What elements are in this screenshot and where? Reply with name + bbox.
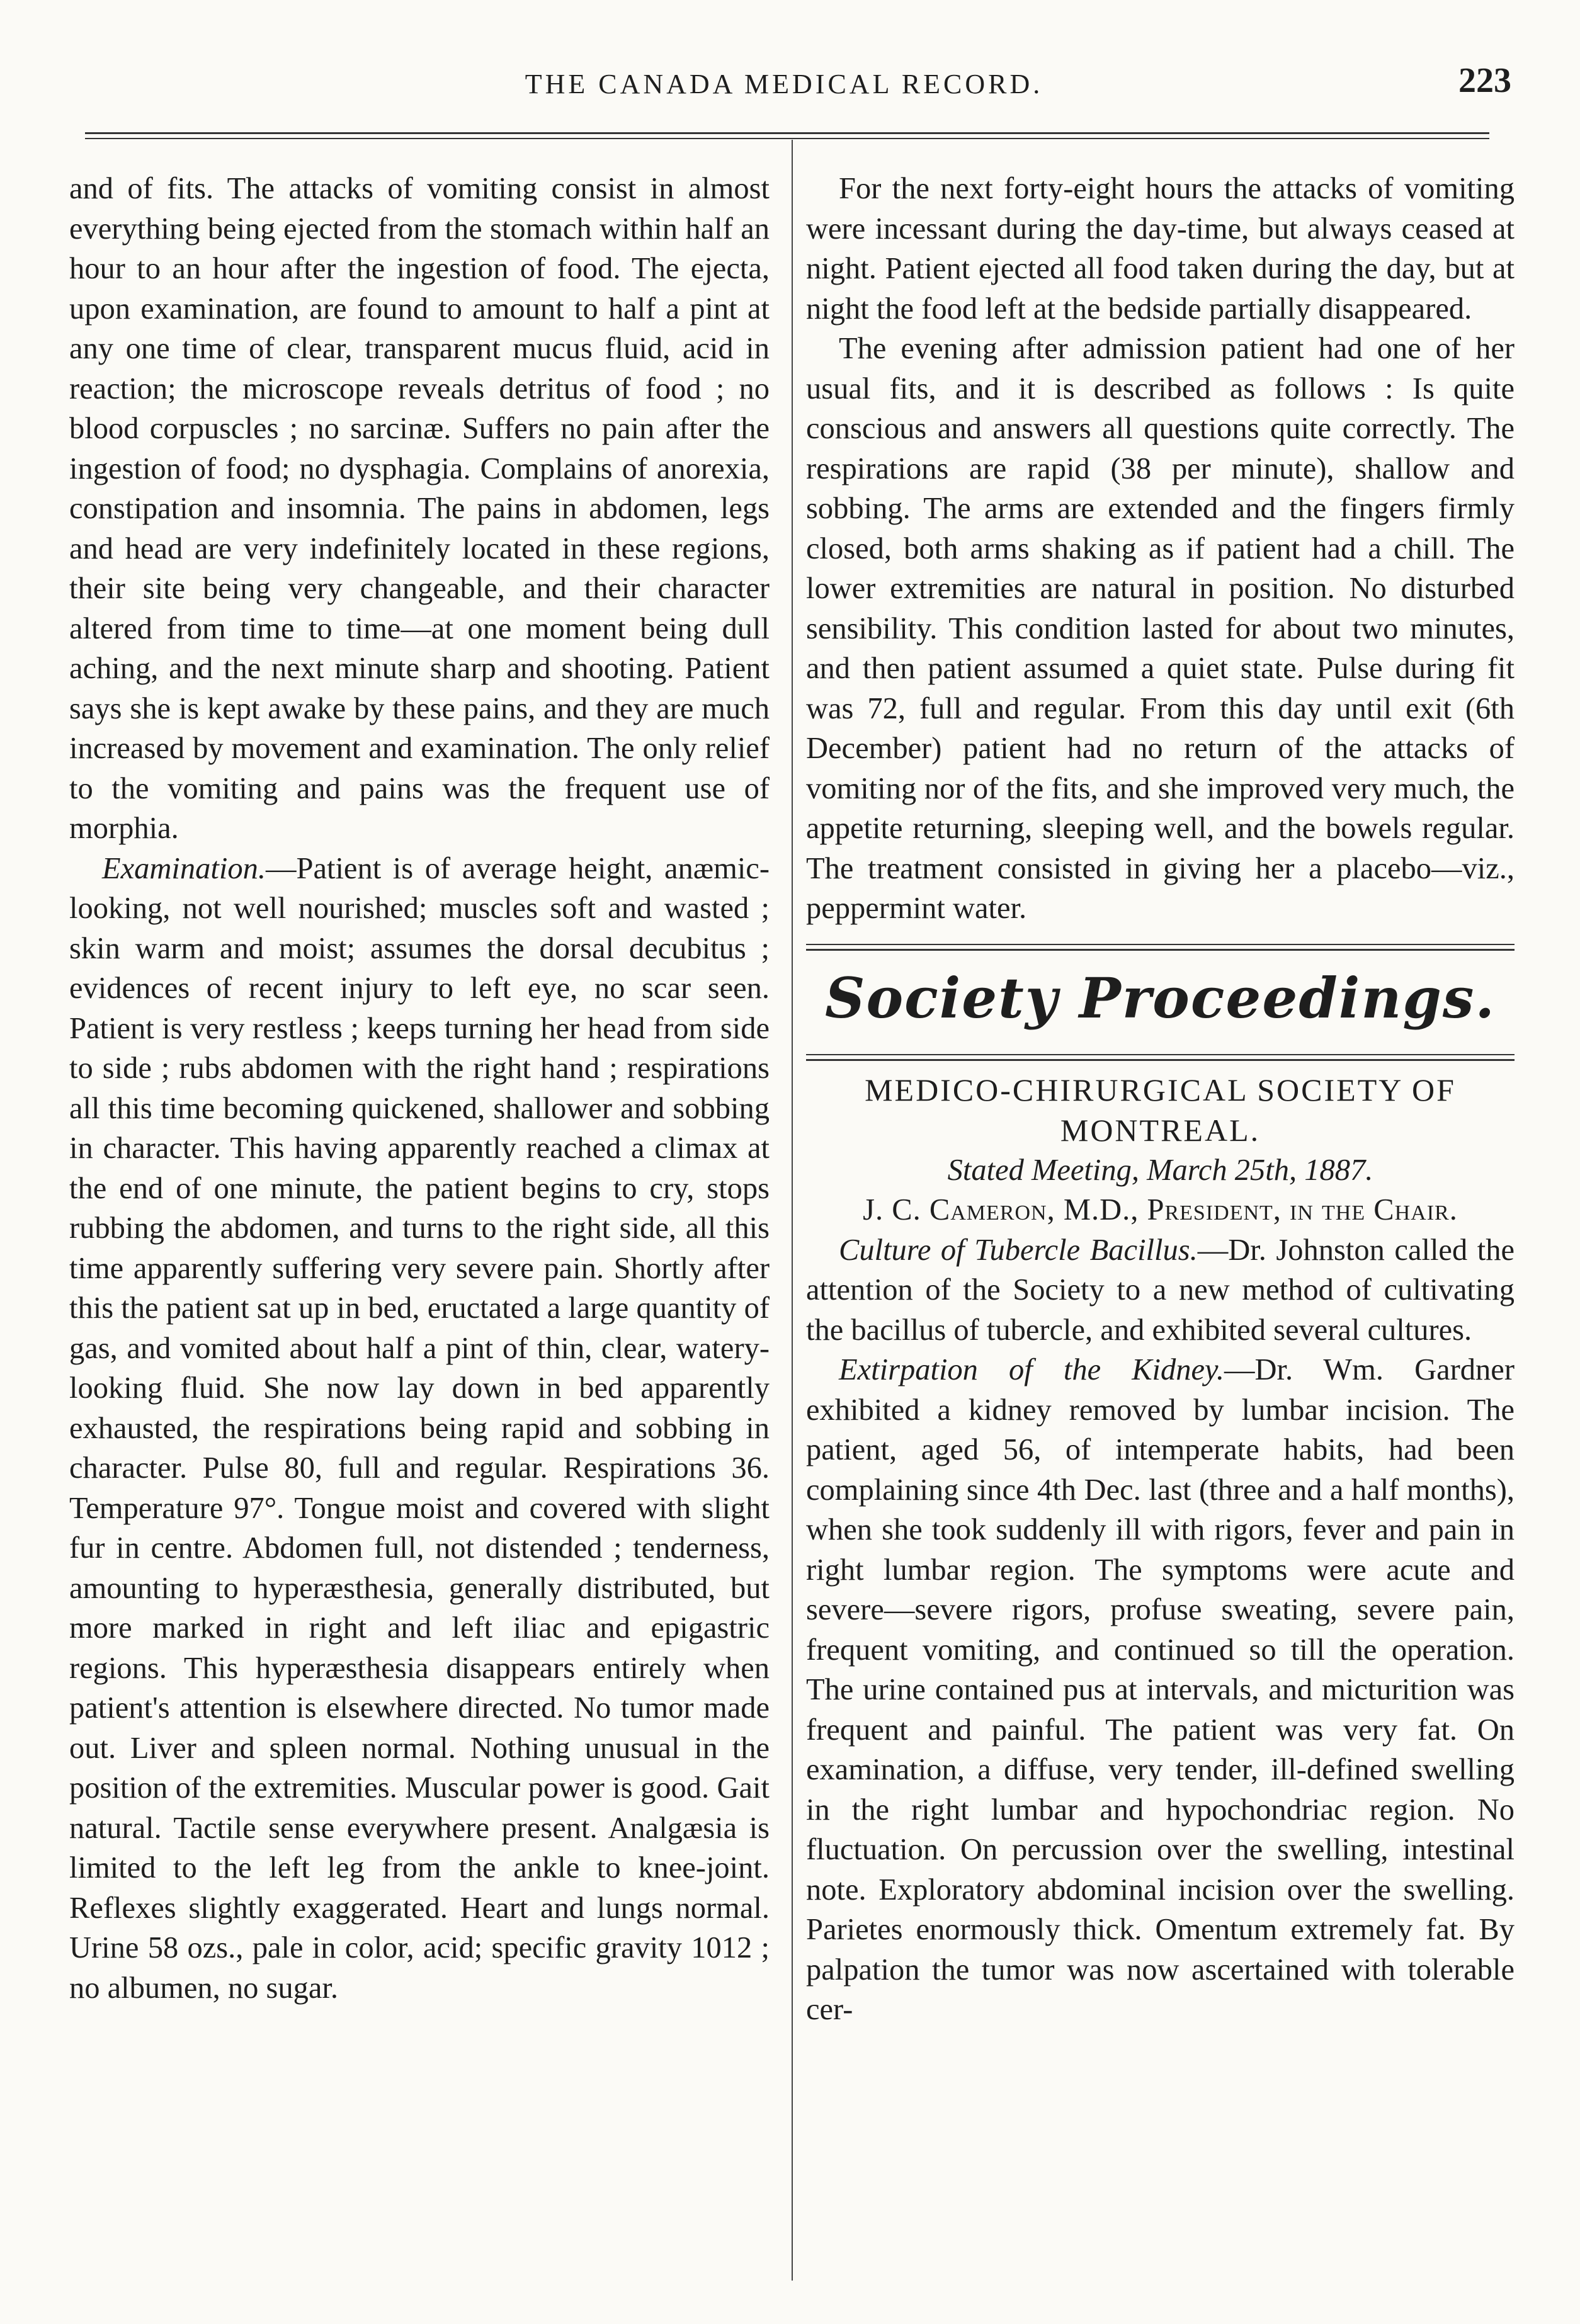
kidney-heading: Extirpation of the Kidney. — [839, 1353, 1225, 1386]
meeting-line: Stated Meeting, March 25th, 1887. — [947, 1153, 1373, 1187]
kidney-text: —Dr. Wm. Gardner exhibited a kidney removed by lumbar incision. The patient, aged 56, of intemperate habits, had been complaining since 4th Dec. last (three and a half months), when she took suddenly ill with rigors, fever and pain in right lumbar region. The symptoms were acute and severe—severe rigors, profuse sweating, severe pain, frequent vomiting, and continued so till the operation. The urine contained pus at intervals, and micturition was frequent and painful. The patient was very fat. On examination, a diffuse, very tender, ill-defined swelling in the right lumbar and hypochondriac region. No fluctuation. On percussion over the swelling, intestinal note. Exploratory abdominal incision over the swelling. Parietes enormously thick. Omentum extremely fat. By palpation the tumor was now ascertained with tolerable cer- — [806, 1353, 1515, 2026]
page-header — [57, 60, 1511, 105]
kidney-paragraph — [806, 1350, 1515, 2030]
page-number: 223 — [1458, 61, 1511, 100]
left-paragraph-1: and of fits. The attacks of vomiting consist in almost everything being ejected from the stomach within half an hour to an hour after the ingestion of food. The ejecta, upon examination, are found to amount to half a pint at any one time of clear, transparent mucus fluid, acid in reaction; the microscope reveals detritus of food ; no blood corpuscles ; no sarcinæ. Suffers no pain after the ingestion of food; no dysphagia. Complains of anorexia, constipation and insomnia. The pains in abdomen, legs and head are very indefinitely located in these regions, their site being very changeable, and their character altered from time to time—at one moment being dull aching, and the next minute sharp and shooting. Patient says she is kept awake by these pains, and they are much increased by movement and examination. The only relief to the vomiting and pains was the frequent use of morphia. — [69, 172, 770, 845]
right-paragraph-1: For the next forty-eight hours the attacks of vomiting were incessant during the day-time, but always ceased at night. Patient ejected all food taken during the day, but at night the food left at the bedside partially disappeared. — [806, 172, 1515, 326]
section-rule-bottom — [806, 1054, 1515, 1061]
header-rule — [85, 132, 1489, 139]
section-rule-top — [806, 944, 1515, 951]
right-paragraph-2: The evening after admission patient had one of her usual fits, and it is described as follows : Is quite conscious and answers all questions quite correctly. The respirations are rapid (38 per minute), shallow and sobbing. The arms are extended and the fingers firmly closed, both arms shaking as if patient had a chill. The lower extremities are natural in position. No disturbed sensibility. This condition lasted for about two minutes, and then patient assumed a quiet state. Pulse during fit was 72, full and regular. From this day until exit (6th December) patient had no return of the attacks of vomiting nor of the fits, and she improved very much, the appetite returning, sleeping well, and the bowels regular. The treatment consisted in giving her a placebo—viz., peppermint water. — [806, 332, 1515, 925]
examination-paragraph — [69, 849, 770, 2009]
section-title: Society Proceedings. — [824, 965, 1496, 1031]
examination-text: —Patient is of average height, anæmic-looking, not well nourished; muscles soft and wasted ; skin warm and moist; assumes the dorsal decubitus ; evidences of recent injury to left eye, no scar seen. Patient is very restless ; keeps turning her head from side to side ; rubs abdomen with the right hand ; respirations all this time becoming quickened, shallower and sobbing in character. This having apparently reached a climax at the end of one minute, the patient begins to cry, stops rubbing the abdomen, and turns to the right side, all this time apparently suffering very severe pain. Shortly after this the patient sat up in bed, eructated a large quantity of gas, and vomited about half a pint of thin, clear, watery-looking fluid. She now lay down in bed apparently exhausted, the respirations being rapid and sobbing in character. Pulse 80, full and regular. Respirations 36. Temperature 97°. Tongue moist and covered with slight fur in centre. Abdomen full, not distended ; tenderness, amounting to hyperæsthesia, generally distributed, but more marked in right and left iliac and epigastric regions. This hyperæsthesia disappears entirely when patient's attention is elsewhere directed. No tumor made out. Liver and spleen normal. Nothing unusual in the position of the extremities. Muscular power is good. Gait natural. Tactile sense everywhere present. Analgæsia is limited to the left leg from the ankle to knee-joint. Reflexes slightly exaggerated. Heart and lungs normal. Urine 58 ozs., pale in color, acid; specific gravity 1012 ; no albumen, no sugar. — [69, 851, 770, 2005]
left-column — [69, 169, 770, 2008]
column-divider — [792, 140, 793, 2281]
chair-line: J. C. Cameron, M.D., President, in the Chair. — [863, 1193, 1458, 1227]
examination-heading: Examination. — [102, 851, 266, 885]
society-name: MEDICO-CHIRURGICAL SOCIETY OF MONTREAL. — [865, 1072, 1456, 1148]
tubercle-paragraph — [806, 1230, 1515, 1351]
tubercle-heading: Culture of Tubercle Bacillus. — [839, 1233, 1198, 1267]
running-title: THE CANADA MEDICAL RECORD. — [525, 69, 1043, 99]
tubercle-text: —Dr. Johnston called the attention of the Society to a new method of cultivating the bacillus of tubercle, and exhibited several cultures. — [806, 1233, 1515, 1347]
right-column — [806, 169, 1515, 2030]
